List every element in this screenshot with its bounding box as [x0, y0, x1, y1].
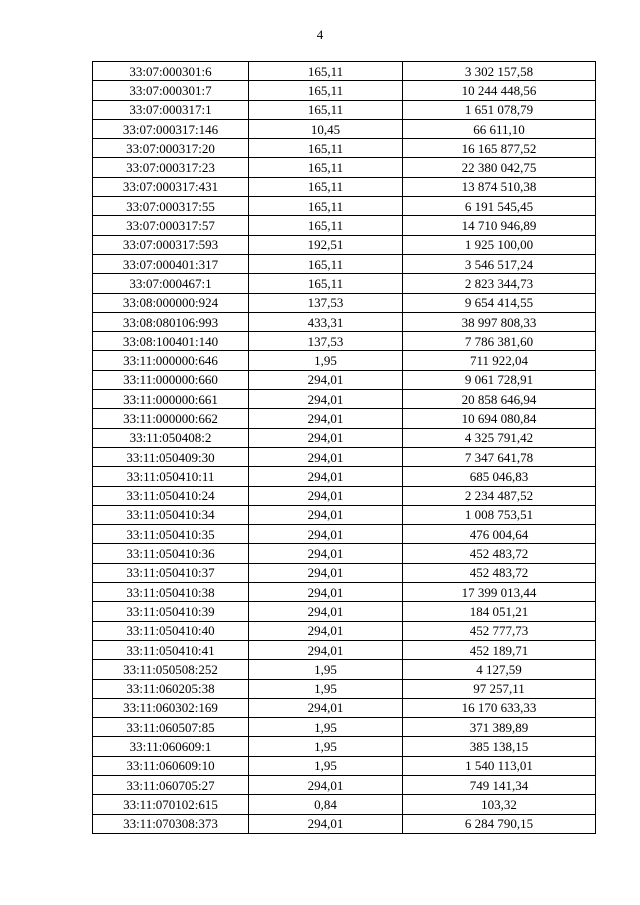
- cadastral-value-cell: 17 399 013,44: [403, 583, 596, 602]
- cadastral-number-cell: 33:11:060205:38: [93, 679, 249, 698]
- cadastral-value-cell: 4 127,59: [403, 660, 596, 679]
- cadastral-number-cell: 33:07:000317:23: [93, 158, 249, 177]
- rate-cell: 433,31: [249, 312, 403, 331]
- rate-cell: 1,95: [249, 718, 403, 737]
- rate-cell: 294,01: [249, 525, 403, 544]
- cadastral-value-cell: 16 170 633,33: [403, 698, 596, 717]
- table-row: [93, 62, 596, 81]
- rate-cell: 165,11: [249, 216, 403, 235]
- cadastral-number-cell: 33:07:000317:593: [93, 235, 249, 254]
- table-row: [93, 139, 596, 158]
- cadastral-value-cell: 16 165 877,52: [403, 139, 596, 158]
- table-row: [93, 216, 596, 235]
- cadastral-number-cell: 33:07:000317:1: [93, 100, 249, 119]
- cadastral-value-table: [92, 61, 596, 834]
- cadastral-value-cell: 6 284 790,15: [403, 814, 596, 833]
- rate-cell: 137,53: [249, 332, 403, 351]
- cadastral-value-cell: 103,32: [403, 795, 596, 814]
- cadastral-number-cell: 33:07:000317:146: [93, 119, 249, 138]
- rate-cell: 165,11: [249, 81, 403, 100]
- table-row: [93, 351, 596, 370]
- cadastral-value-cell: 2 234 487,52: [403, 486, 596, 505]
- rate-cell: 0,84: [249, 795, 403, 814]
- cadastral-value-cell: 4 325 791,42: [403, 428, 596, 447]
- cadastral-value-cell: 97 257,11: [403, 679, 596, 698]
- table-row: [93, 332, 596, 351]
- cadastral-number-cell: 33:11:050408:2: [93, 428, 249, 447]
- cadastral-value-cell: 7 347 641,78: [403, 447, 596, 466]
- rate-cell: 10,45: [249, 119, 403, 138]
- rate-cell: 294,01: [249, 814, 403, 833]
- table-row: [93, 814, 596, 833]
- cadastral-value-cell: 10 694 080,84: [403, 409, 596, 428]
- cadastral-number-cell: 33:11:060609:1: [93, 737, 249, 756]
- cadastral-number-cell: 33:11:050410:37: [93, 563, 249, 582]
- cadastral-value-cell: 7 786 381,60: [403, 332, 596, 351]
- cadastral-number-cell: 33:08:100401:140: [93, 332, 249, 351]
- table-row: [93, 583, 596, 602]
- rate-cell: 165,11: [249, 274, 403, 293]
- table-row: [93, 640, 596, 659]
- cadastral-value-cell: 38 997 808,33: [403, 312, 596, 331]
- rate-cell: 294,01: [249, 505, 403, 524]
- table-row: [93, 525, 596, 544]
- cadastral-value-cell: 10 244 448,56: [403, 81, 596, 100]
- rate-cell: 165,11: [249, 177, 403, 196]
- table-body: [93, 62, 596, 834]
- table-row: [93, 486, 596, 505]
- cadastral-number-cell: 33:11:070308:373: [93, 814, 249, 833]
- table-row: [93, 602, 596, 621]
- table-row: [93, 312, 596, 331]
- cadastral-value-cell: 452 777,73: [403, 621, 596, 640]
- table-row: [93, 197, 596, 216]
- table-row: [93, 390, 596, 409]
- cadastral-value-cell: 1 651 078,79: [403, 100, 596, 119]
- cadastral-number-cell: 33:07:000317:57: [93, 216, 249, 235]
- cadastral-number-cell: 33:11:000000:661: [93, 390, 249, 409]
- cadastral-value-cell: 452 483,72: [403, 544, 596, 563]
- rate-cell: 165,11: [249, 158, 403, 177]
- cadastral-number-cell: 33:07:000401:317: [93, 254, 249, 273]
- cadastral-value-cell: 711 922,04: [403, 351, 596, 370]
- cadastral-value-cell: 1 008 753,51: [403, 505, 596, 524]
- table-row: [93, 428, 596, 447]
- cadastral-number-cell: 33:11:050410:35: [93, 525, 249, 544]
- cadastral-number-cell: 33:11:050410:11: [93, 467, 249, 486]
- table-row: [93, 293, 596, 312]
- rate-cell: 1,95: [249, 737, 403, 756]
- cadastral-number-cell: 33:11:000000:660: [93, 370, 249, 389]
- table-row: [93, 775, 596, 794]
- cadastral-number-cell: 33:11:050410:36: [93, 544, 249, 563]
- cadastral-number-cell: 33:07:000317:20: [93, 139, 249, 158]
- table-row: [93, 756, 596, 775]
- table-row: [93, 563, 596, 582]
- table-row: [93, 447, 596, 466]
- table-row: [93, 81, 596, 100]
- table-row: [93, 679, 596, 698]
- table-row: [93, 119, 596, 138]
- cadastral-value-cell: 6 191 545,45: [403, 197, 596, 216]
- cadastral-value-cell: 14 710 946,89: [403, 216, 596, 235]
- cadastral-value-cell: 371 389,89: [403, 718, 596, 737]
- cadastral-value-cell: 9 654 414,55: [403, 293, 596, 312]
- table-row: [93, 718, 596, 737]
- cadastral-value-cell: 3 546 517,24: [403, 254, 596, 273]
- table-row: [93, 698, 596, 717]
- table-row: [93, 621, 596, 640]
- table-row: [93, 467, 596, 486]
- cadastral-value-cell: 20 858 646,94: [403, 390, 596, 409]
- rate-cell: 294,01: [249, 621, 403, 640]
- table-row: [93, 235, 596, 254]
- table-row: [93, 254, 596, 273]
- rate-cell: 1,95: [249, 756, 403, 775]
- cadastral-number-cell: 33:11:050410:38: [93, 583, 249, 602]
- rate-cell: 294,01: [249, 447, 403, 466]
- rate-cell: 137,53: [249, 293, 403, 312]
- page-number: 4: [316, 27, 324, 42]
- rate-cell: 294,01: [249, 640, 403, 659]
- rate-cell: 294,01: [249, 602, 403, 621]
- rate-cell: 294,01: [249, 563, 403, 582]
- table-row: [93, 158, 596, 177]
- rate-cell: 1,95: [249, 660, 403, 679]
- cadastral-number-cell: 33:11:060705:27: [93, 775, 249, 794]
- cadastral-number-cell: 33:08:080106:993: [93, 312, 249, 331]
- cadastral-number-cell: 33:07:000317:431: [93, 177, 249, 196]
- table-row: [93, 660, 596, 679]
- table-row: [93, 544, 596, 563]
- cadastral-number-cell: 33:11:060609:10: [93, 756, 249, 775]
- cadastral-value-cell: 749 141,34: [403, 775, 596, 794]
- cadastral-value-cell: 13 874 510,38: [403, 177, 596, 196]
- rate-cell: 294,01: [249, 486, 403, 505]
- table-row: [93, 409, 596, 428]
- cadastral-number-cell: 33:11:000000:662: [93, 409, 249, 428]
- cadastral-number-cell: 33:11:050508:252: [93, 660, 249, 679]
- cadastral-value-cell: 1 540 113,01: [403, 756, 596, 775]
- rate-cell: 165,11: [249, 139, 403, 158]
- cadastral-number-cell: 33:11:050410:39: [93, 602, 249, 621]
- cadastral-number-cell: 33:07:000301:7: [93, 81, 249, 100]
- cadastral-number-cell: 33:07:000301:6: [93, 62, 249, 81]
- table-row: [93, 274, 596, 293]
- cadastral-number-cell: 33:11:050410:40: [93, 621, 249, 640]
- rate-cell: 294,01: [249, 370, 403, 389]
- rate-cell: 165,11: [249, 62, 403, 81]
- rate-cell: 294,01: [249, 390, 403, 409]
- rate-cell: 165,11: [249, 197, 403, 216]
- cadastral-number-cell: 33:11:050410:34: [93, 505, 249, 524]
- cadastral-value-cell: 3 302 157,58: [403, 62, 596, 81]
- rate-cell: 1,95: [249, 351, 403, 370]
- cadastral-value-cell: 452 189,71: [403, 640, 596, 659]
- rate-cell: 294,01: [249, 583, 403, 602]
- rate-cell: 294,01: [249, 775, 403, 794]
- cadastral-number-cell: 33:07:000317:55: [93, 197, 249, 216]
- rate-cell: 294,01: [249, 698, 403, 717]
- table-row: [93, 370, 596, 389]
- rate-cell: 165,11: [249, 100, 403, 119]
- table-row: [93, 737, 596, 756]
- table-row: [93, 177, 596, 196]
- rate-cell: 294,01: [249, 544, 403, 563]
- cadastral-number-cell: 33:11:060507:85: [93, 718, 249, 737]
- cadastral-number-cell: 33:11:050410:24: [93, 486, 249, 505]
- cadastral-value-cell: 1 925 100,00: [403, 235, 596, 254]
- table-row: [93, 795, 596, 814]
- cadastral-value-cell: 685 046,83: [403, 467, 596, 486]
- cadastral-number-cell: 33:08:000000:924: [93, 293, 249, 312]
- rate-cell: 294,01: [249, 428, 403, 447]
- cadastral-number-cell: 33:11:050409:30: [93, 447, 249, 466]
- rate-cell: 192,51: [249, 235, 403, 254]
- cadastral-value-cell: 66 611,10: [403, 119, 596, 138]
- rate-cell: 1,95: [249, 679, 403, 698]
- cadastral-value-cell: 184 051,21: [403, 602, 596, 621]
- cadastral-value-cell: 22 380 042,75: [403, 158, 596, 177]
- rate-cell: 294,01: [249, 409, 403, 428]
- cadastral-number-cell: 33:11:000000:646: [93, 351, 249, 370]
- cadastral-value-cell: 476 004,64: [403, 525, 596, 544]
- cadastral-value-cell: 9 061 728,91: [403, 370, 596, 389]
- rate-cell: 294,01: [249, 467, 403, 486]
- cadastral-value-cell: 385 138,15: [403, 737, 596, 756]
- cadastral-value-cell: 452 483,72: [403, 563, 596, 582]
- cadastral-value-cell: 2 823 344,73: [403, 274, 596, 293]
- table-row: [93, 505, 596, 524]
- cadastral-number-cell: 33:11:070102:615: [93, 795, 249, 814]
- cadastral-number-cell: 33:11:060302:169: [93, 698, 249, 717]
- table-row: [93, 100, 596, 119]
- rate-cell: 165,11: [249, 254, 403, 273]
- cadastral-number-cell: 33:11:050410:41: [93, 640, 249, 659]
- cadastral-number-cell: 33:07:000467:1: [93, 274, 249, 293]
